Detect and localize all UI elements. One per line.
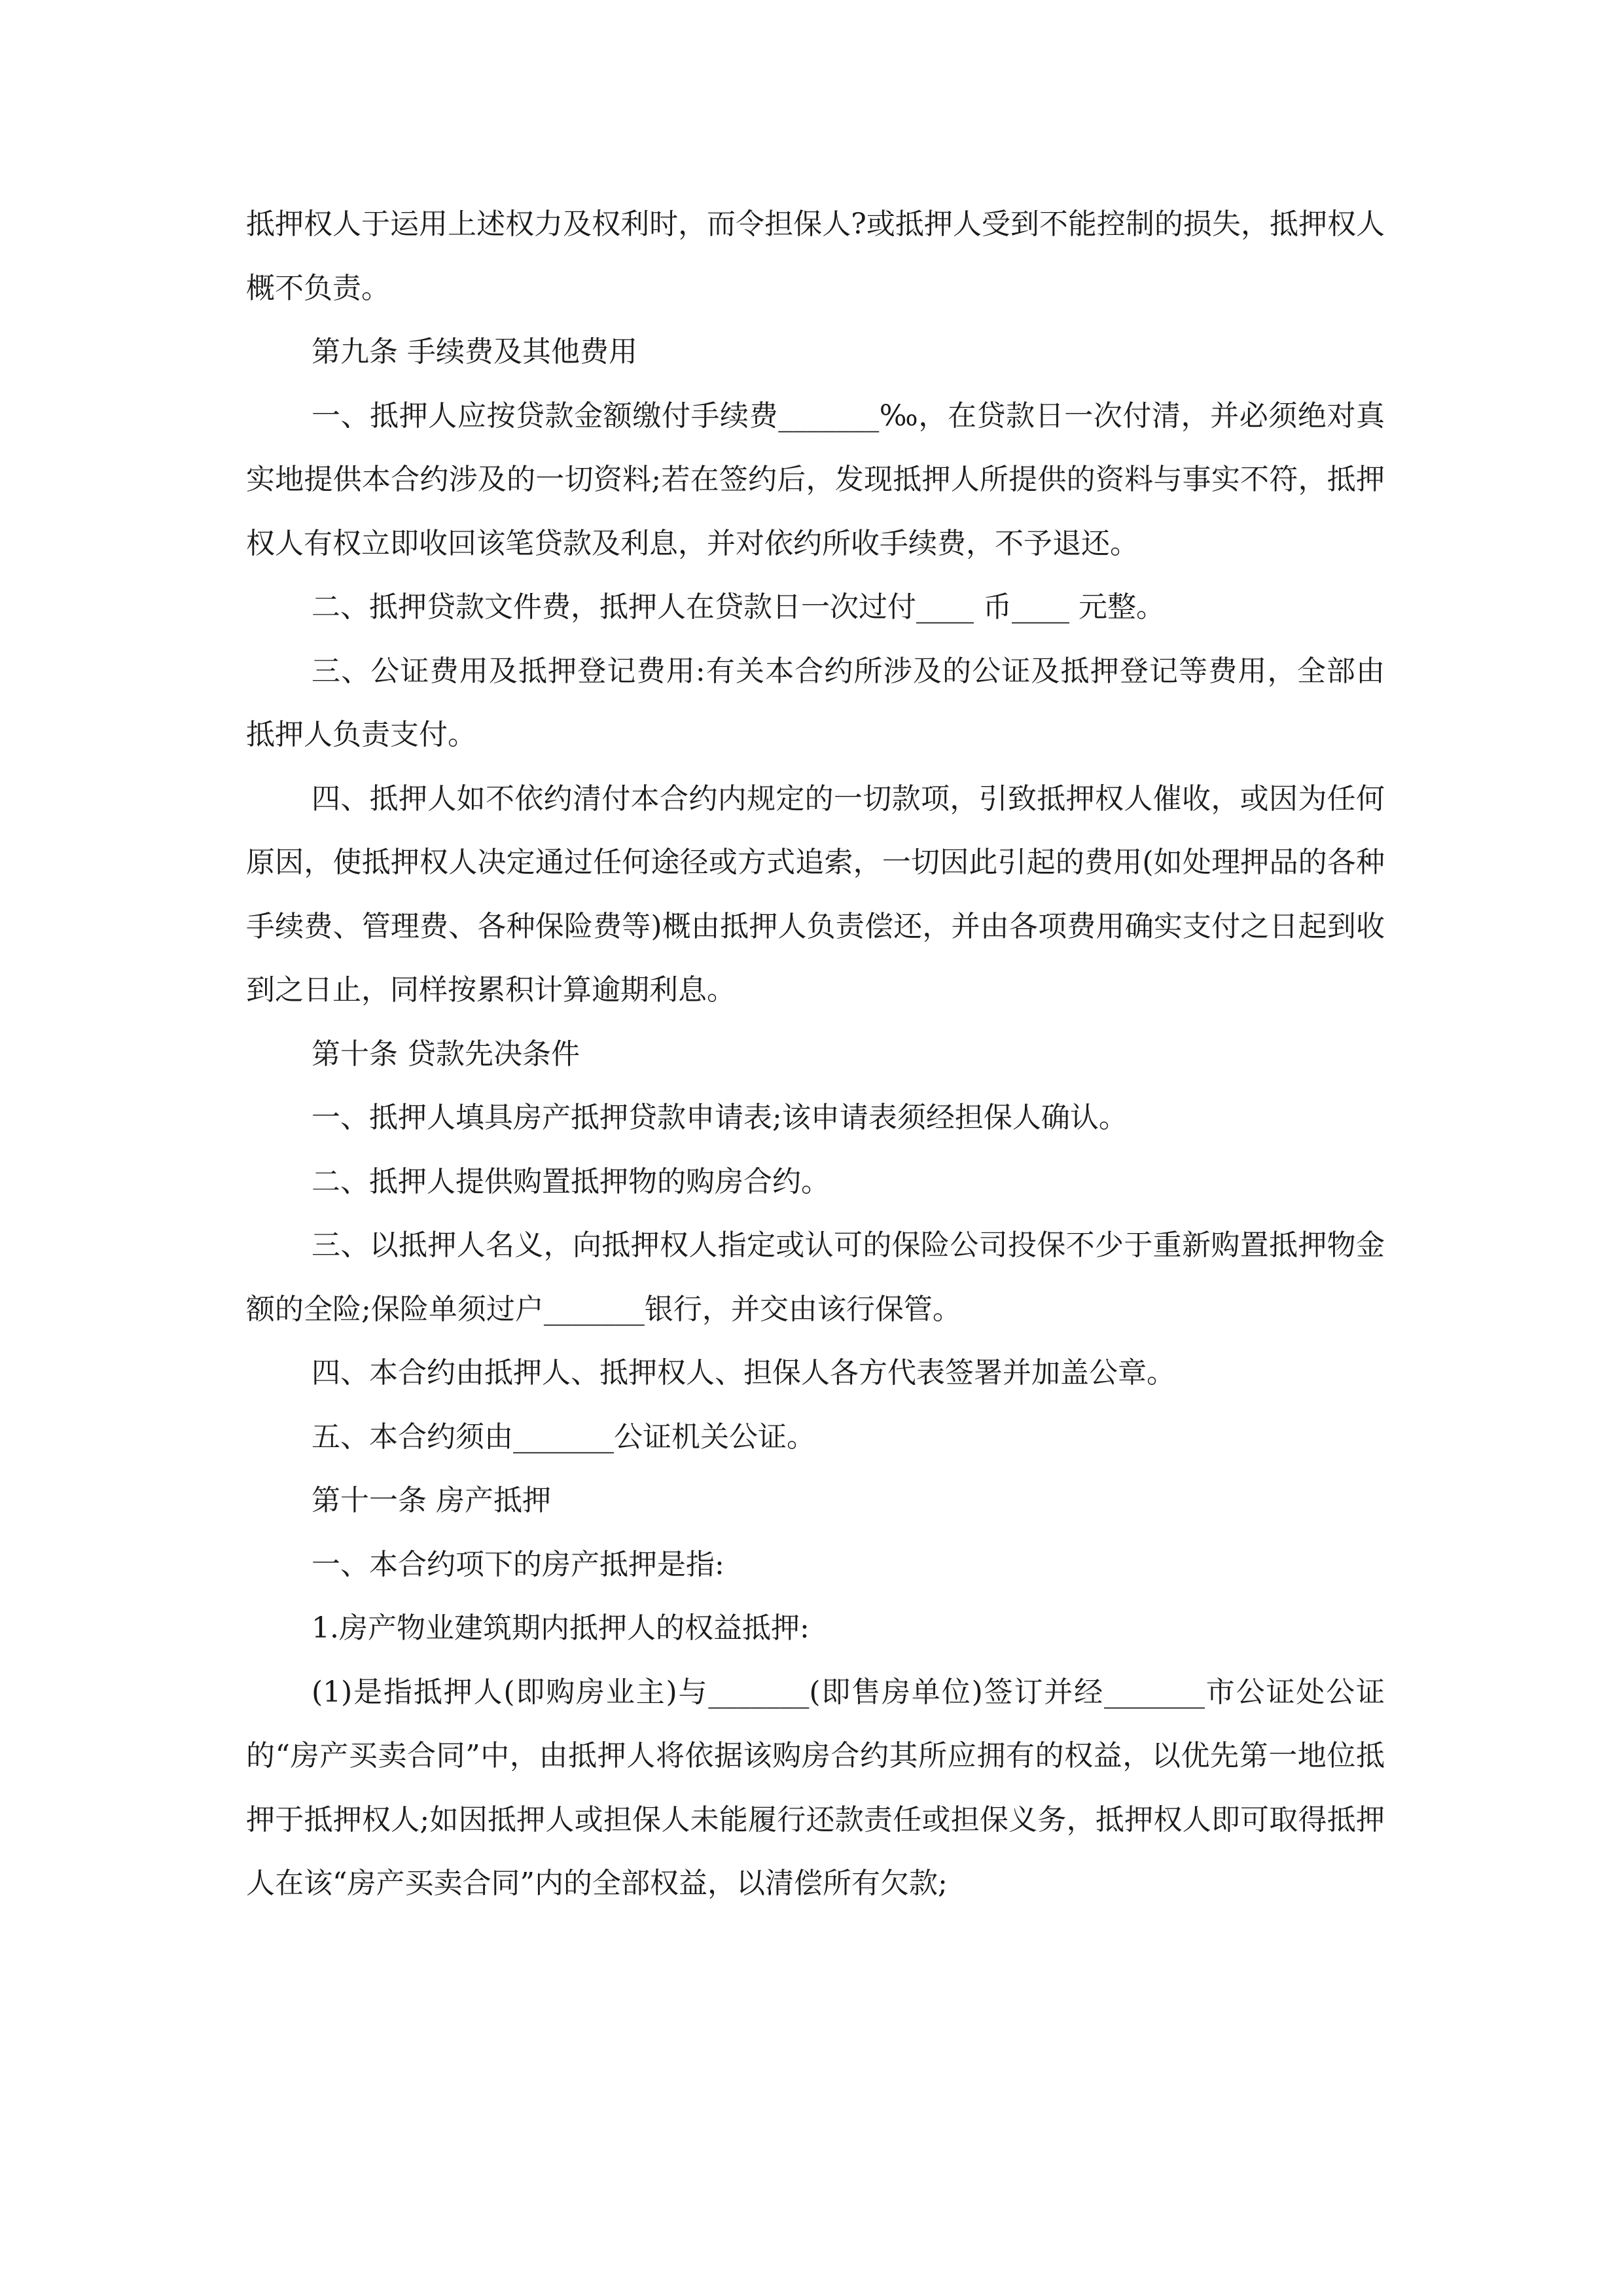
article-11-clause-1: 一、本合约项下的房产抵押是指: xyxy=(312,1547,724,1581)
article-10-clause-2: 二、抵押人提供购置抵押物的购房合约。 xyxy=(312,1164,830,1198)
article-9-heading: 第九条 手续费及其他费用 xyxy=(312,335,637,368)
paragraph-continuation: 抵押权人于运用上述权力及权利时，而令担保人?或抵押人受到不能控制的损失，抵押权人概不负责。 xyxy=(246,207,1385,305)
article-10-clause-4: 四、本合约由抵押人、抵押权人、担保人各方代表签署并加盖公章。 xyxy=(312,1356,1175,1390)
article-11-subitem-1: (1)是指抵押人(即购房业主)与_______(即售房单位)签订并经_______市公证处公证的“房产买卖合同”中，由抵押人将依据该购房合约其所应拥有的权益，以优先第一地位抵押于抵押权人;如因抵押人或担保人未能履行还款责任或担保义务，抵押权人即可取得抵押人在该“房产买卖合同”内的全部权益，以清偿所有欠款; xyxy=(246,1675,1385,1900)
article-11-heading: 第十一条 房产抵押 xyxy=(312,1484,551,1517)
document-body xyxy=(246,192,1385,1916)
article-11-item-1: 1.房产物业建筑期内抵押人的权益抵押: xyxy=(312,1611,810,1645)
article-9-clause-1: 一、抵押人应按贷款金额缴付手续费_______‰，在贷款日一次付清，并必须绝对真实地提供本合约涉及的一切资料;若在签约后，发现抵押人所提供的资料与事实不符，抵押权人有权立即收回该笔贷款及利息，并对依约所收手续费，不予退还。 xyxy=(246,399,1385,560)
article-10-heading: 第十条 贷款先决条件 xyxy=(312,1037,580,1071)
article-9-clause-4: 四、抵押人如不依约清付本合约内规定的一切款项，引致抵押权人催收，或因为任何原因，使抵押权人决定通过任何途径或方式追索，一切因此引起的费用(如处理押品的各种手续费、管理费、各种保险费等)概由抵押人负责偿还，并由各项费用确实支付之日起到收到之日止，同样按累积计算逾期利息。 xyxy=(246,781,1385,1007)
article-9-clause-3: 三、公证费用及抵押登记费用:有关本合约所涉及的公证及抵押登记等费用，全部由抵押人负责支付。 xyxy=(246,654,1385,751)
article-9-clause-2: 二、抵押贷款文件费，抵押人在贷款日一次过付____ 币____ 元整。 xyxy=(312,590,1165,624)
article-10-clause-5: 五、本合约须由_______公证机关公证。 xyxy=(312,1420,815,1454)
article-10-clause-1: 一、抵押人填具房产抵押贷款申请表;该申请表须经担保人确认。 xyxy=(312,1101,1128,1134)
article-10-clause-3: 三、以抵押人名义，向抵押权人指定或认可的保险公司投保不少于重新购置抵押物金额的全险;保险单须过户_______银行，并交由该行保管。 xyxy=(246,1229,1385,1326)
